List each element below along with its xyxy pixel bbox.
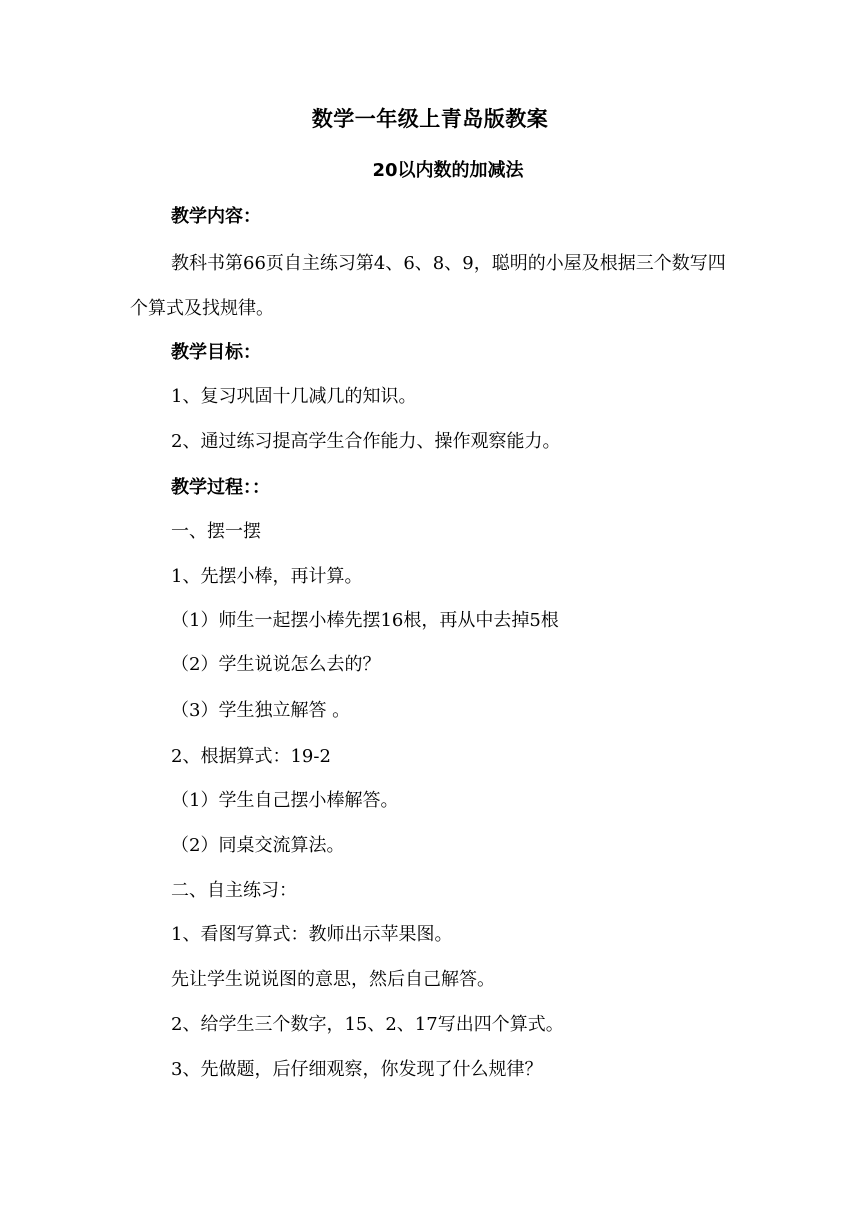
document-subtitle-text: 20以内数的加减法 bbox=[372, 160, 524, 181]
part-2-title: 二、自主练习： bbox=[171, 880, 297, 901]
part-1-item-2-sub-2: （2）同桌交流算法。 bbox=[171, 835, 345, 856]
part-1-item-1: 1、先摆小棒，再计算。 bbox=[171, 566, 363, 587]
content-heading: 教学内容： bbox=[171, 206, 261, 227]
process-heading: 教学过程：： bbox=[171, 477, 270, 498]
part-1-item-2-sub-1: （1）学生自己摆小棒解答。 bbox=[171, 790, 399, 811]
part-2-item-1-note: 先让学生说说图的意思，然后自己解答。 bbox=[171, 969, 495, 990]
goal-item-2: 2、通过练习提高学生合作能力、操作观察能力。 bbox=[171, 431, 561, 452]
part-2-item-3: 3、先做题，后仔细观察，你发现了什么规律？ bbox=[171, 1059, 543, 1080]
goal-item-1: 1、复习巩固十几减几的知识。 bbox=[171, 386, 417, 407]
part-1-item-2: 2、根据算式：19-2 bbox=[171, 746, 331, 767]
part-1-title: 一、摆一摆 bbox=[171, 521, 261, 542]
content-paragraph: 教科书第66页自主练习第4、6、8、9，聪明的小屋及根据三个数写四个算式及找规律。 bbox=[130, 253, 726, 319]
document-subtitle bbox=[0, 156, 860, 186]
part-1-item-1-sub-2: （2）学生说说怎么去的？ bbox=[171, 654, 381, 675]
part-1-item-1-sub-3: （3）学生独立解答 。 bbox=[171, 700, 351, 721]
part-2-item-1: 1、看图写算式：教师出示苹果图。 bbox=[171, 924, 453, 945]
part-1-item-1-sub-1: （1）师生一起摆小棒先摆16根，再从中去掉5根 bbox=[171, 610, 559, 631]
document-title: 数学一年级上青岛版教案 bbox=[311, 107, 549, 131]
goals-heading: 教学目标： bbox=[171, 342, 261, 363]
part-2-item-2: 2、给学生三个数字，15、2、17写出四个算式。 bbox=[171, 1014, 564, 1035]
